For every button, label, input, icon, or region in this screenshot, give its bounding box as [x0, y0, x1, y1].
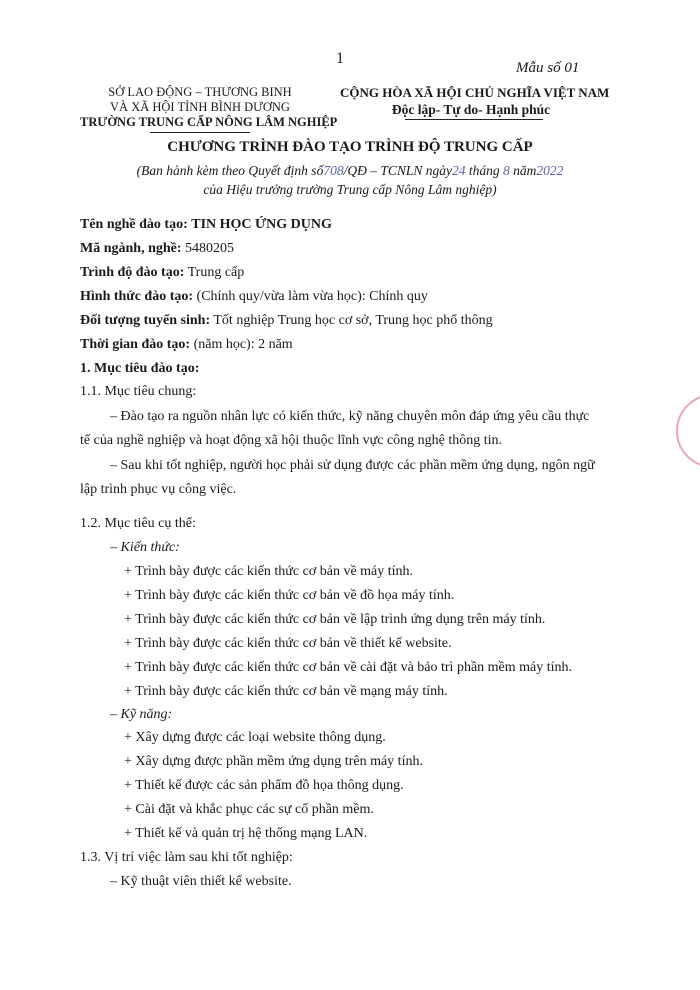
knowledge-item: + Trình bày được các kiến thức cơ bản về thiết kế website. [124, 636, 452, 651]
subtitle-part-3: tháng [468, 163, 500, 178]
field-target-value: Tốt nghiệp Trung học cơ sở, Trung học phổ thông [213, 313, 493, 328]
header-left-line-1: SỞ LAO ĐỘNG – THƯƠNG BINH [108, 85, 292, 99]
stamp-seal [676, 394, 700, 468]
header-left-line-3: TRƯỜNG TRUNG CẤP NÔNG LÂM NGHIỆP [80, 115, 338, 129]
skills-item: + Cài đặt và khắc phục các sự cố phần mềm. [124, 802, 374, 817]
skills-item: + Xây dựng được các loại website thông dụng. [124, 730, 386, 745]
knowledge-label: Kiến thức: [120, 540, 180, 555]
skills-dash: – [110, 707, 117, 722]
page-number: 1 [336, 50, 344, 67]
decision-number-handwritten: 708 [323, 163, 344, 178]
field-level [80, 265, 244, 281]
field-level-value: Trung cấp [187, 265, 245, 280]
knowledge-item: + Trình bày được các kiến thức cơ bản về đồ họa máy tính. [124, 588, 455, 603]
field-form [80, 289, 428, 305]
knowledge-item: + Trình bày được các kiến thức cơ bản về mạng máy tính. [124, 684, 448, 699]
knowledge-item: + Trình bày được các kiến thức cơ bản về lập trình ứng dụng trên máy tính. [124, 612, 546, 627]
field-duration [80, 337, 293, 353]
form-label: Mẫu số 01 [516, 60, 580, 76]
field-duration-label: Thời gian đào tạo: [80, 337, 191, 352]
field-career-value: TIN HỌC ỨNG DỤNG [191, 217, 332, 232]
field-code [80, 241, 234, 257]
field-form-label: Hình thức đào tạo: [80, 289, 194, 304]
knowledge-dash: – [110, 540, 117, 555]
field-level-label: Trình độ đào tạo: [80, 265, 185, 280]
field-code-label: Mã ngành, nghề: [80, 241, 182, 256]
subtitle-line-1 [0, 162, 700, 180]
section-1-2-heading: 1.2. Mục tiêu cụ thể: [80, 516, 196, 531]
field-code-value: 5480205 [185, 241, 235, 256]
general-goal-1-line-1: – Đào tạo ra nguồn nhân lực có kiến thức, kỹ năng chuyên môn đáp ứng yêu cầu thực [110, 409, 590, 424]
section-1-1-heading: 1.1. Mục tiêu chung: [80, 384, 197, 399]
subtitle-part-2: /QĐ – TCNLN ngày [343, 163, 452, 178]
header-left-line-2: VÀ XÃ HỘI TỈNH BÌNH DƯƠNG [110, 100, 290, 114]
section-1-3-heading: 1.3. Vị trí việc làm sau khi tốt nghiệp: [80, 850, 293, 865]
knowledge-item: + Trình bày được các kiến thức cơ bản về cài đặt và bảo trì phần mềm máy tính. [124, 660, 573, 675]
skills-label: Kỹ năng: [120, 707, 173, 722]
job-item: – Kỹ thuật viên thiết kế website. [110, 874, 292, 889]
month-handwritten: 8 [503, 163, 510, 178]
knowledge-item: + Trình bày được các kiến thức cơ bản về máy tính. [124, 564, 414, 579]
skills-heading [110, 707, 172, 723]
skills-item: + Xây dựng được phần mềm ứng dụng trên máy tính. [124, 754, 423, 769]
general-goal-1-line-2: tế của nghề nghiệp và hoạt động xã hội thuộc lĩnh vực công nghệ thông tin. [80, 433, 503, 448]
subtitle-line-2: của Hiệu trưởng trường Trung cấp Nông Lâm nghiệp) [203, 182, 497, 197]
field-career [80, 217, 332, 233]
field-target-label: Đối tượng tuyển sinh: [80, 313, 211, 328]
year-handwritten: 2022 [536, 163, 564, 178]
field-duration-value: (năm học): 2 năm [193, 337, 293, 352]
knowledge-heading [110, 540, 180, 556]
field-career-label: Tên nghề đào tạo: [80, 217, 188, 232]
subtitle-part-1: (Ban hành kèm theo Quyết định số [136, 163, 324, 178]
skills-item: + Thiết kế được các sản phẩm đồ họa thông dụng. [124, 778, 404, 793]
section-1-heading: 1. Mục tiêu đào tạo: [80, 361, 200, 376]
day-handwritten: 24 [451, 163, 466, 178]
header-right-line-2: Độc lập- Tự do- Hạnh phúc [391, 102, 551, 117]
document-title: CHƯƠNG TRÌNH ĐÀO TẠO TRÌNH ĐỘ TRUNG CẤP [167, 139, 533, 155]
field-target [80, 313, 493, 329]
header-right-line-1: CỘNG HÒA XÃ HỘI CHỦ NGHĨA VIỆT NAM [340, 85, 610, 100]
skills-item: + Thiết kế và quản trị hệ thống mạng LAN. [124, 826, 368, 841]
header-left-underline [150, 132, 250, 133]
general-goal-2-line-1: – Sau khi tốt nghiệp, người học phải sử dụng được các phần mềm ứng dụng, ngôn ngữ [110, 458, 595, 473]
header-right-underline [405, 119, 543, 120]
subtitle-part-4: năm [513, 163, 537, 178]
field-form-value: (Chính quy/vừa làm vừa học): Chính quy [196, 289, 428, 304]
general-goal-2-line-2: lập trình phục vụ công việc. [80, 482, 237, 497]
